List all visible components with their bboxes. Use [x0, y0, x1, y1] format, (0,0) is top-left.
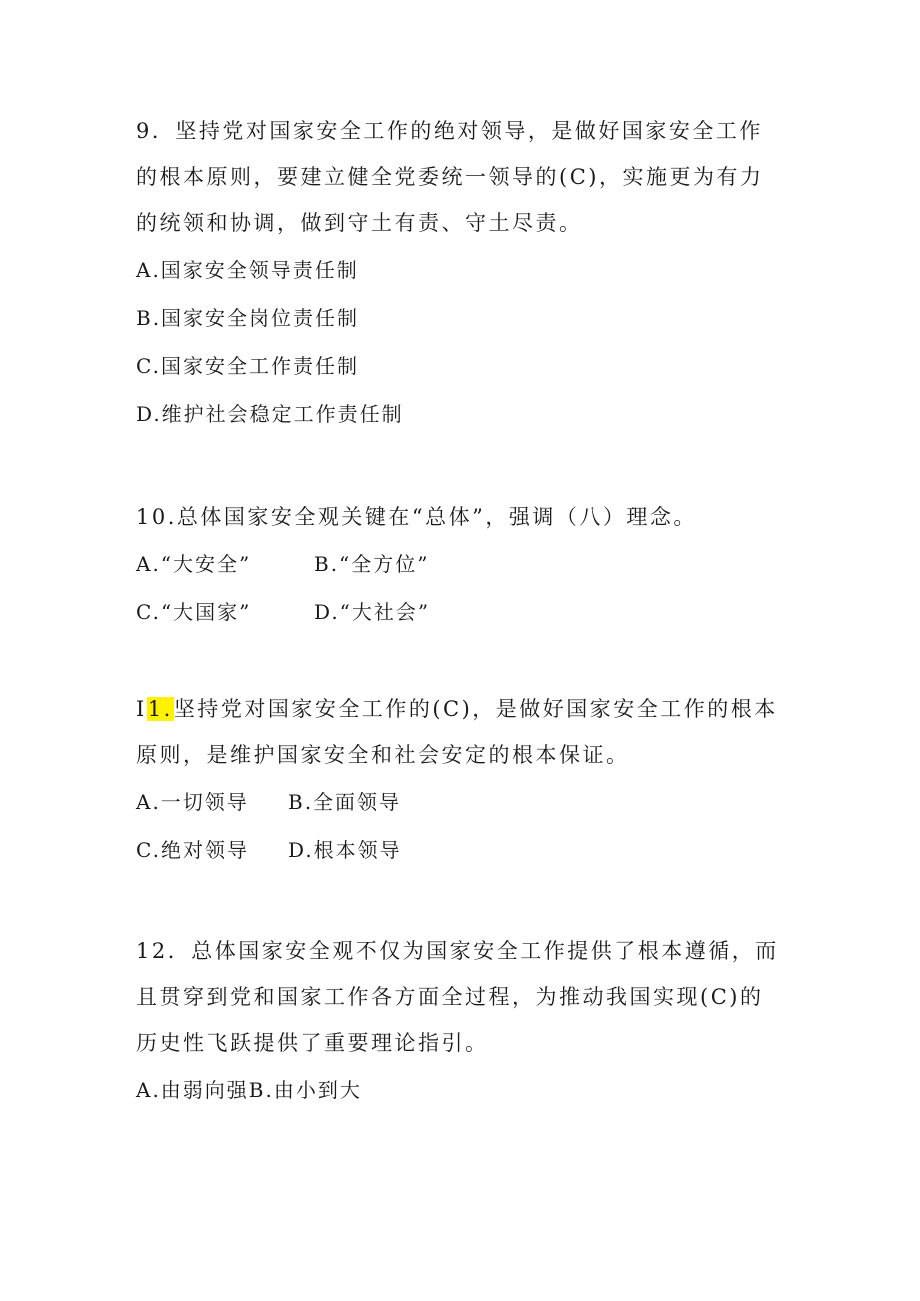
question-10-option-d: D.“大社会” [314, 600, 431, 624]
question-10-stem: 10.总体国家安全观关键在“总体”，强调（八）理念。 [136, 505, 697, 529]
question-9-option-a: A.国家安全领导责任制 [136, 258, 359, 282]
question-10-option-a: A.“大安全” [136, 552, 252, 576]
question-11-number-highlight: 1. [147, 697, 173, 721]
question-11-option-a: A.一切领导 [136, 790, 249, 814]
question-11-option-c: C.绝对领导 [136, 838, 249, 862]
question-9-stem: 9．坚持党对国家安全工作的绝对领导，是做好国家安全工作的根本原则，要建立健全党委统一领导的(C)，实施更为有力的统领和协调，做到守土有责、守土尽责。 [136, 119, 764, 235]
question-10 [136, 494, 786, 636]
question-11-number-prefix: I [136, 697, 147, 721]
question-9-option-d: D.维护社会稳定工作责任制 [136, 402, 404, 426]
question-11-option-b: B.全面领导 [288, 790, 402, 814]
question-9 [136, 108, 786, 438]
question-9-option-b: B.国家安全岗位责任制 [136, 306, 360, 330]
question-12 [136, 928, 786, 1114]
question-12-stem: 12．总体国家安全观不仅为国家安全工作提供了根本遵循，而且贯穿到党和国家工作各方面全过程，为推动我国实现(C)的历史性飞跃提供了重要理论指引。 [136, 939, 779, 1055]
question-11-stem [136, 686, 786, 778]
question-10-option-b: B.“全方位” [314, 552, 430, 576]
question-11-stem-text: 坚持党对国家安全工作的(C)，是做好国家安全工作的根本原则，是维护国家安全和社会安定的根本保证。 [136, 697, 778, 767]
question-11 [136, 686, 786, 874]
question-10-options-row-1 [136, 540, 786, 588]
question-9-option-c: C.国家安全工作责任制 [136, 354, 359, 378]
question-10-option-c: C.“大国家” [136, 600, 252, 624]
question-11-options-row-1 [136, 778, 786, 826]
question-12-option-ab: A.由弱向强B.由小到大 [136, 1078, 362, 1102]
question-11-options-row-2 [136, 826, 786, 874]
question-11-option-d: D.根本领导 [288, 838, 402, 862]
question-10-options-row-2 [136, 588, 786, 636]
